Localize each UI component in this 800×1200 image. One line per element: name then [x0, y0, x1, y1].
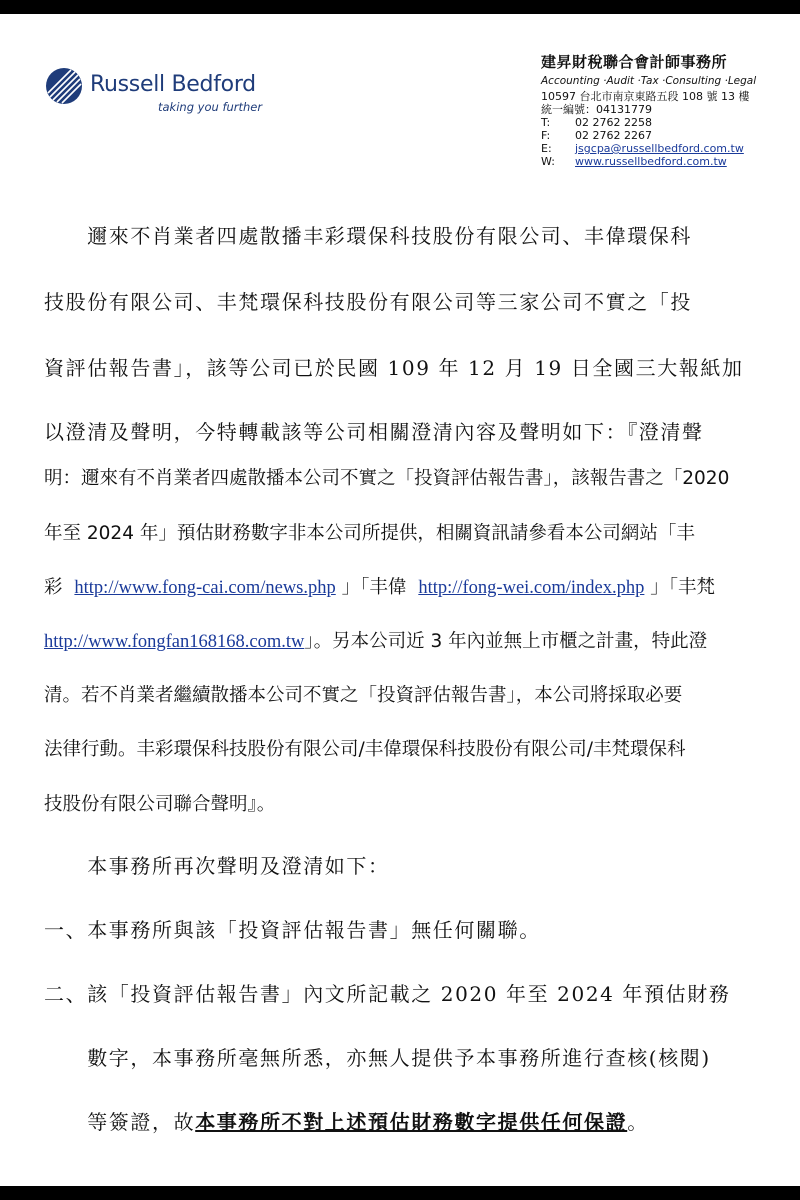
paragraph-2-line-5: 清。若不肖業者繼續散播本公司不實之「投資評估報告書」，本公司將採取必要: [44, 685, 683, 706]
firm-info: [541, 53, 781, 168]
document-page: [0, 14, 800, 1186]
paragraph-3: 本事務所再次聲明及澄清如下：: [44, 854, 390, 878]
paragraph-2-line-6: 法律行動。丰彩環保科技股份有限公司/丰偉環保科技股份有限公司/丰梵環保科: [44, 739, 686, 760]
firm-name: 建昇財稅聯合會計師事務所: [541, 53, 728, 71]
paragraph-2-line-7: 技股份有限公司聯合聲明』。: [44, 794, 276, 815]
fong-wei-link[interactable]: http://fong-wei.com/index.php: [418, 578, 645, 598]
email-link[interactable]: jsgcpa@russellbedford.com.tw: [575, 142, 744, 155]
item-1: 一、本事務所與該「投資評估報告書」無任何關聯。: [44, 918, 541, 942]
firm-services: Accounting ·Audit ·Tax ·Consulting ·Legal: [541, 75, 757, 87]
paragraph-1-line-4: 以澄清及聲明，今特轉載該等公司相關澄清內容及聲明如下：『澄清聲: [44, 420, 704, 444]
paragraph-1-line-3: 資評估報告書」，該等公司已於民國 109 年 12 月 19 日全國三大報紙加: [44, 356, 744, 380]
firm-tax-id: 統一編號：04131779: [541, 103, 652, 116]
paragraph-2-line-3: 彩 http://www.fong-cai.com/news.php 」「丰偉 http://fong-wei.com/index.php 」「丰梵: [44, 577, 716, 598]
contact-fax: F: 02 2762 2267: [541, 129, 652, 142]
paragraph-2-line-2: 年至 2024 年」預估財務數字非本公司所提供，相關資訊請參看本公司網站「丰: [44, 523, 695, 544]
item-2-line-3: 等簽證，故本事務所不對上述預估財務數字提供任何保證。: [44, 1110, 649, 1134]
paragraph-1-line-1: 邇來不肖業者四處散播丰彩環保科技股份有限公司、丰偉環保科: [44, 224, 692, 248]
item-2-line-1: 二、該「投資評估報告書」內文所記載之 2020 年至 2024 年預估財務: [44, 982, 731, 1006]
fongfan-link[interactable]: http://www.fongfan168168.com.tw: [44, 632, 305, 652]
globe-icon: [44, 66, 84, 106]
paragraph-2-line-4: http://www.fongfan168168.com.tw」。另本公司近 3 年內並無上市櫃之計畫，特此澄: [44, 631, 708, 652]
contact-phone: T: 02 2762 2258: [541, 116, 652, 129]
logo-tagline: taking you further: [158, 100, 263, 114]
contact-website: W: www.russellbedford.com.tw: [541, 155, 727, 168]
logo-name: Russell Bedford: [90, 72, 256, 97]
logo: [44, 56, 284, 126]
fong-cai-link[interactable]: http://www.fong-cai.com/news.php: [74, 578, 336, 598]
contact-email: E: jsgcpa@russellbedford.com.tw: [541, 142, 744, 155]
firm-address: 10597 台北市南京東路五段 108 號 13 樓: [541, 90, 750, 103]
no-guarantee-statement: 本事務所不對上述預估財務數字提供任何保證: [195, 1110, 628, 1134]
paragraph-2-line-1: 明：邇來有不肖業者四處散播本公司不實之「投資評估報告書」，該報告書之「2020: [44, 468, 730, 489]
paragraph-1-line-2: 技股份有限公司、丰梵環保科技股份有限公司等三家公司不實之「投: [44, 290, 692, 314]
item-2-line-2: 數字，本事務所毫無所悉，亦無人提供予本事務所進行查核(核閱): [44, 1046, 711, 1070]
website-link[interactable]: www.russellbedford.com.tw: [575, 155, 727, 168]
